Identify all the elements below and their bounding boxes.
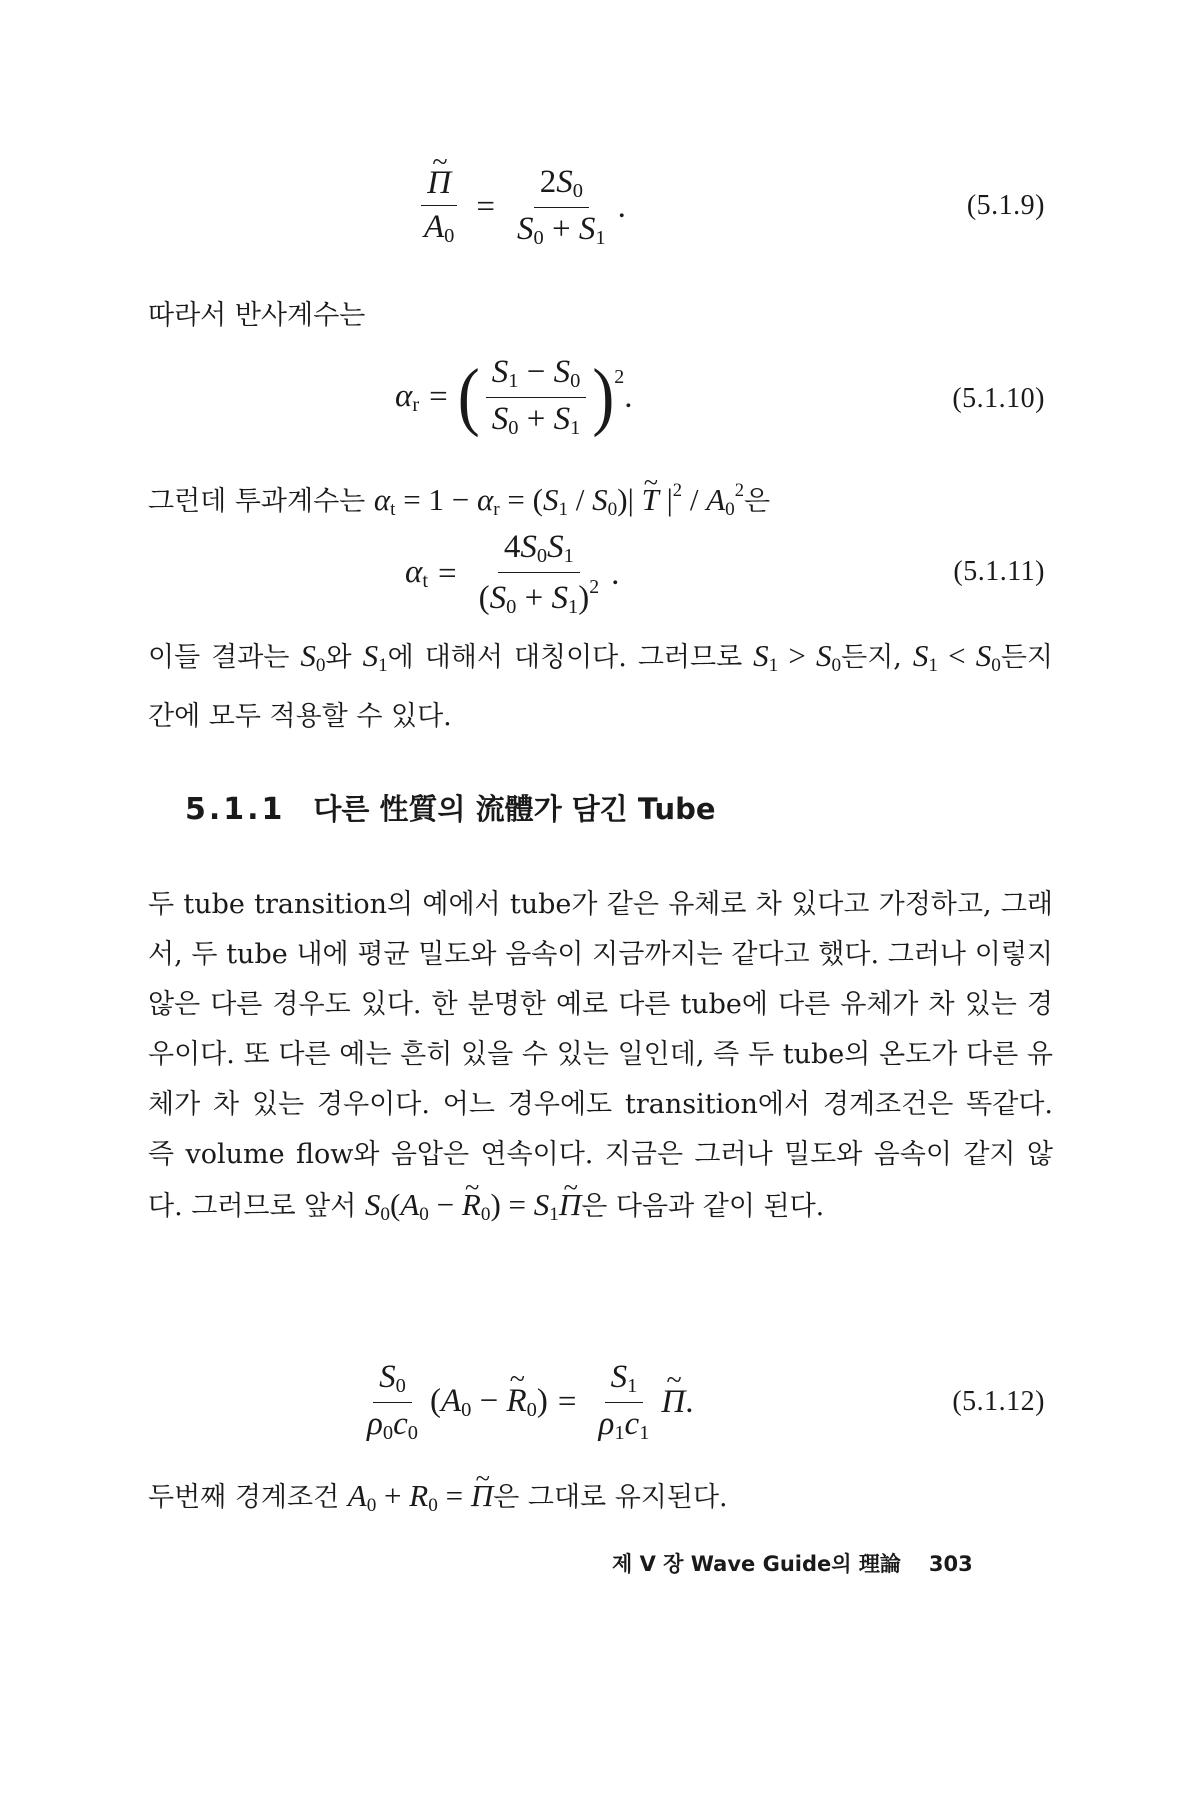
paragraph-text: 두 tube transition의 예에서 tube가 같은 유체로 차 있다고 가정하고, 그래서, 두 tube 내에 평균 밀도와 음속이 지금까지는 같다고 했다. 그러나 이렇지 않은 다른 경우도 있다. 한 분명한 예로 다른 tube에 다른 유체가 차 있는 경우이다. 또 다른 예는 흔히 있을 수 있는 일인데, 즉 두 tube의 온도가 다른 유체가 차 있는 경우이다. 어느 경우에도 transition에서 경계조건은 똑같다. 즉 volume flow와 음압은 연속이다. 지금은 그러나 밀도와 음속이 같지 않다. 그러므로 앞서 — [148, 889, 1053, 1222]
equation-5-1-12 — [0, 1360, 1200, 1450]
paragraph-reflection-intro — [148, 290, 1053, 341]
paragraph-text: 따라서 반사계수는 — [148, 300, 366, 331]
paragraph-symmetry — [148, 630, 1053, 742]
fraction: $\frac{S_0}{\rho_0c_0}$ — [367, 1359, 418, 1444]
equation-number: (5.1.10) — [952, 383, 1045, 414]
equation-body: ~ $\frac{\Pi}{A_0}$ = $\frac{2S_0}{S_0 + S_1}$ . — [412, 165, 626, 249]
paragraph-different-fluids — [148, 880, 1053, 1240]
section-title: 다른 性質의 流體가 담긴 Tube — [313, 792, 716, 826]
fraction: $\frac{S_1}{\rho_1c_1}$ — [598, 1359, 650, 1444]
paragraph-text: 든지, — [841, 642, 902, 673]
equation-body: $\alpha_t$ = $\frac{4S_0S_1}{(S_0 + S_1)^2}$ . — [405, 529, 620, 618]
fraction: ~ $\frac{\Pi}{A_0}$ — [418, 166, 460, 247]
equation-5-1-10 — [0, 355, 1200, 445]
fraction: $\frac{S_1 - S_0}{S_0 + S_1}$ — [486, 355, 587, 439]
fraction: $\frac{2S_0}{S_0 + S_1}$ — [517, 164, 606, 249]
paragraph-transmission — [148, 465, 1053, 535]
inline-math: $S_1 < S_0$ — [912, 638, 1001, 676]
inline-math: $S_1 > S_0$ — [753, 638, 842, 676]
running-footer — [612, 1548, 973, 1578]
equation-5-1-9 — [0, 164, 1200, 249]
inline-math: $S_0$ — [300, 638, 326, 676]
equation-number: (5.1.11) — [953, 556, 1045, 587]
paragraph-text: 두번째 경계조건 — [148, 1482, 340, 1513]
inline-math: $\alpha_t = 1 - \alpha_r = (S_1 / S_0)|$ ~ T $|^2 / A_0^2$ — [374, 482, 744, 517]
inline-math: $S_0(A_0$ − ~ $R_0$) = $S_1\sim$ Π — [365, 1187, 581, 1222]
paragraph-text: 든지 간에 모두 적용할 수 있다. — [148, 642, 1054, 732]
inline-math: $S_1$ — [362, 638, 388, 676]
paragraph-text: 은 그대로 유지된다. — [493, 1482, 728, 1513]
section-heading — [185, 787, 716, 828]
paragraph-text: 에 대해서 대칭이다. 그러므로 — [387, 642, 743, 673]
equation-number: (5.1.12) — [952, 1386, 1045, 1417]
inline-math: $A_0 + R_0$ = ~ Π — [348, 1478, 493, 1513]
chapter-title: 제 V 장 Wave Guide의 理論 — [612, 1552, 901, 1576]
paragraph-text: 이들 결과는 — [148, 642, 290, 673]
paragraph-text: 은 다음과 같이 된다. — [581, 1191, 825, 1222]
equation-number: (5.1.9) — [966, 190, 1045, 221]
paragraph-text: 은 — [744, 485, 771, 517]
page-number: 303 — [928, 1552, 973, 1576]
section-number: 5.1.1 — [185, 792, 286, 827]
fraction: $\frac{4S_0S_1}{(S_0 + S_1)^2}$ — [478, 529, 600, 618]
paragraph-text: 그런데 투과계수는 — [148, 485, 366, 517]
paragraph-second-boundary — [148, 1470, 1053, 1531]
equation-body: $\frac{S_0}{\rho_0c_0}$ ($A_0$ − ~ $R_0$) = $\frac{S_1}{\rho_1c_1}$ ~ Π . — [355, 1360, 694, 1444]
equation-5-1-11 — [0, 529, 1200, 618]
equation-body: $\alpha_r$ = ( $\frac{S_1 - S_0}{S_0 + S_1}$ ) 2 . — [395, 354, 633, 439]
paragraph-text: 와 — [325, 642, 352, 673]
